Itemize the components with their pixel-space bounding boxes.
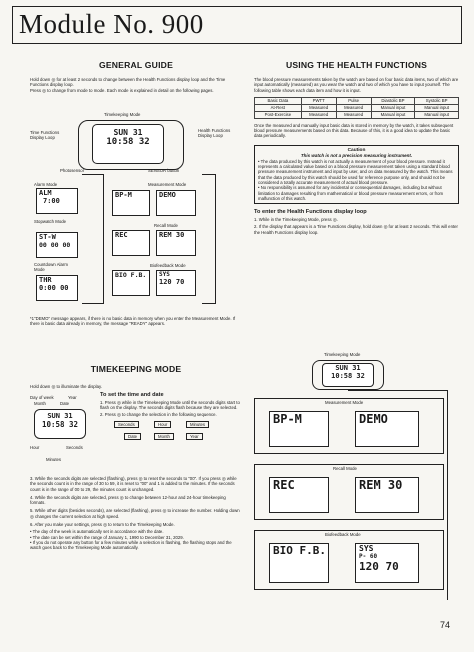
- seq-date: Date: [124, 433, 141, 440]
- table-row: [255, 111, 459, 118]
- minutes-label: Minutes: [46, 457, 62, 462]
- table-header: Systolic BP: [415, 97, 459, 104]
- day-of-week-label: Day of week: [30, 395, 54, 400]
- page-number: 74: [439, 620, 450, 630]
- tk-small-top: SUN 31: [47, 412, 73, 420]
- seq-seconds: Seconds: [114, 421, 139, 428]
- rd-sys-val: P- 60: [359, 553, 378, 560]
- bpm-text: BP-M: [115, 191, 132, 199]
- rd-bpm-display: [269, 411, 329, 447]
- countdown-text: THR: [39, 276, 52, 284]
- table-cell: Manual input: [371, 104, 415, 111]
- tk-small-time: 10:58 32: [41, 420, 79, 429]
- caution-subtitle: This watch is not a precision measuring instrument.: [300, 152, 413, 158]
- alarm-time: 7:00: [43, 197, 60, 205]
- tk-lcd-top: SUN 31: [113, 128, 143, 137]
- note-2: • The date can be set within the range of January 1, 1990 to December 31, 2029.: [30, 534, 184, 540]
- rd-timekeeping-label: Timekeeping Mode: [324, 352, 361, 357]
- time-functions-loop-label: Time Functions Display Loop: [30, 130, 60, 140]
- rd-bpm-text: BP-M: [273, 412, 302, 426]
- enter-step-1: 1. While in the Timekeeping Mode, press ◎.: [254, 217, 338, 223]
- table-header: Basic Data: [255, 97, 302, 104]
- rd-sys-big: 120 70: [359, 560, 399, 573]
- table-row: [255, 104, 459, 111]
- rem-display: [156, 230, 196, 256]
- set-time-section: [100, 392, 242, 444]
- sys-display: [156, 270, 196, 296]
- timekeeping-illuminate: Hold down ◎ to illuminate the display.: [30, 384, 102, 389]
- timekeeping-heading: TIMEKEEPING MODE: [90, 364, 182, 374]
- recall-mode-label: Recall Mode: [154, 223, 178, 228]
- sys-big-text: 120 70: [159, 278, 185, 286]
- set-time-title: To set the time and date: [100, 392, 164, 398]
- countdown-display: [36, 275, 78, 301]
- health-functions-loop-label: Health Functions Display Loop: [198, 128, 231, 138]
- rd-demo-text: DEMO: [359, 412, 388, 426]
- rd-sys-display: [355, 543, 419, 583]
- rd-sys-text: SYS: [359, 544, 374, 553]
- general-guide-diagram: [30, 112, 242, 322]
- sequence-diagram: [100, 420, 242, 444]
- table-header: PWTT: [301, 97, 336, 104]
- tk-small-lcd: [34, 409, 86, 439]
- table-cell: Measured: [301, 104, 336, 111]
- stopwatch-mode-label: Stopwatch Mode: [34, 219, 67, 224]
- hour-label: Hour: [30, 445, 40, 450]
- set-step-4: 4. While the seconds digits are selected, press ◎ to change between 12-hour and 24-hour timekeeping formats.: [30, 494, 226, 506]
- countdown-time: 0:00 00: [39, 284, 69, 292]
- rd-rem-display: [355, 477, 419, 513]
- right-loop-line: [202, 174, 216, 304]
- watch-lcd: [92, 124, 164, 164]
- right-column: [254, 60, 459, 235]
- set-step-3: 3. While the seconds digits are selected (flashing), press ◎ to reset the seconds to "00". If you press ◎ while the seconds count is in the range of 30 to 59, it is reset to "00" and 1 is added to the minutes. If the seconds count is in the range of 00 to 29, the minutes count is unchanged.: [30, 476, 237, 492]
- rd-tk-top: SUN 31: [335, 364, 361, 372]
- set-step-1: 1. Press ◎ while in the Timekeeping Mode until the seconds digits start to flash on the display. The seconds digits flash because they are selected.: [100, 400, 240, 411]
- table-cell: Post-Exercise: [255, 111, 302, 118]
- table-cell: At-Rest: [255, 104, 302, 111]
- rd-recall-box: [254, 464, 444, 520]
- page-title: Module No. 900: [19, 9, 204, 39]
- sensor-button-label: SENSOR button: [148, 168, 180, 173]
- rem-text: REM 30: [159, 231, 185, 239]
- demo-text: DEMO: [159, 191, 176, 199]
- table-cell: Measured: [336, 104, 371, 111]
- table-header-row: [255, 97, 459, 104]
- stopwatch-time: 00 00 00: [39, 241, 71, 249]
- header-box: [12, 6, 462, 44]
- set-step-6: 6. After you make your settings, press ◎ to return to the Timekeeping Mode.: [30, 522, 175, 528]
- rd-measurement-box: [254, 398, 444, 454]
- sys-text: SYS: [159, 271, 170, 278]
- tk-lcd-time: 10:58 32: [106, 137, 150, 147]
- general-guide-footnote: *1"DEMO" message appears, if there is no basic data in memory when you enter the Measurement Mode. If there is basic data already in memory, the message "READY" appears.: [30, 316, 236, 327]
- month-label: Month: [34, 401, 46, 406]
- caution-item-2: • No responsibility is assumed for any incidental or consequential damages, including but without limitation to damages resulting from mathematical or blood pressure measurement errors, or from malfunction of this watch.: [258, 185, 444, 201]
- biofeedback-mode-label: Biofeedback Mode: [150, 263, 186, 268]
- seq-month: Month: [154, 433, 174, 440]
- set-step-5: 5. While other digits (besides seconds), are selected (flashing), press ◎ to increase the number. Holding down ◎ changes the current selection at high speed.: [30, 508, 240, 519]
- note-3: • If you do not operate any button for a few minutes while a selection is flashing, the flashing stops and the watch goes back to the Timekeeping Mode automatically.: [30, 539, 232, 551]
- table-cell: Manual input: [415, 111, 459, 118]
- timekeeping-steps: [30, 476, 242, 551]
- general-guide-heading: GENERAL GUIDE: [98, 60, 174, 70]
- health-intro: The blood pressure measurements taken by the watch are based on four basic data items, two of which are input automatically (measured) as you wear the watch and two of which you have to input yourself. The following table shows each data item and how it is input.: [254, 77, 459, 93]
- seq-hour: Hour: [154, 421, 171, 428]
- rec-text: REC: [115, 231, 128, 239]
- enter-step-2: 2. If the display that appears is a Time Functions display, hold down ◎ for at least 2 seconds. This will enter the Health Functions display loop.: [254, 224, 458, 235]
- rd-biofeedback-label: Biofeedback Mode: [325, 532, 361, 537]
- biofb-text: BIO F.B.: [115, 271, 147, 279]
- table-header: Pulse: [336, 97, 371, 104]
- demo-display: [156, 190, 196, 216]
- countdown-mode-label: Countdown Alarm Mode: [34, 262, 68, 272]
- table-cell: Manual input: [415, 104, 459, 111]
- seq-year: Year: [186, 433, 203, 440]
- stopwatch-display: [36, 232, 78, 258]
- health-loop-diagram: [254, 352, 459, 607]
- table-header: Diastolic BP: [371, 97, 415, 104]
- seq-minutes: Minutes: [186, 421, 209, 428]
- table-cell: Measured: [301, 111, 336, 118]
- biofb-display: [112, 270, 150, 296]
- left-loop-line: [82, 174, 104, 304]
- rd-rem-text: REM 30: [359, 478, 403, 492]
- tk-mode-label: Timekeeping Mode: [104, 112, 141, 117]
- rd-demo-display: [355, 411, 419, 447]
- seconds-label: Seconds: [66, 445, 83, 450]
- timekeeping-diagram: [30, 395, 90, 473]
- enter-health-title: To enter the Health Functions display loop: [254, 209, 367, 216]
- alarm-mode-label: Alarm Mode: [34, 182, 58, 187]
- rd-recall-label: Recall Mode: [333, 466, 357, 471]
- rd-biofeedback-box: [254, 530, 444, 590]
- photosensor-label: Photosensor: [60, 168, 85, 173]
- rd-biofb-text: BIO F.B.: [273, 544, 326, 557]
- general-guide-intro-2: Press ◎ to change from mode to mode. Each mode is explained in detail on the following pages.: [30, 87, 214, 93]
- table-cell: Measured: [336, 111, 371, 118]
- stopwatch-text: ST-W: [39, 233, 56, 241]
- general-guide-intro-1: Hold down ◎ for at least 2 seconds to change between the Health Functions display loop and the Time Functions display loop.: [30, 77, 226, 88]
- caution-box: [254, 145, 459, 204]
- rec-display: [112, 230, 150, 256]
- basic-data-table: [254, 97, 459, 119]
- note-1: • The day of the week is automatically set in accordance with the date.: [30, 529, 164, 535]
- table-cell: Manual input: [371, 111, 415, 118]
- alarm-display: [36, 188, 78, 214]
- rd-tk-time: 10:58 32: [331, 372, 365, 380]
- rd-biofb-display: [269, 543, 329, 583]
- measurement-mode-label: Measurement Mode: [148, 182, 187, 187]
- health-heading: USING THE HEALTH FUNCTIONS: [285, 60, 428, 70]
- alarm-text: ALM: [39, 189, 52, 197]
- health-after-table: Once the measured and manually input basic data is stored in memory by the watch, it takes subsequent blood pressure measurements based on this data. Because of this, it is a good idea to update the basic data periodically.: [254, 122, 454, 139]
- rd-rec-text: REC: [273, 478, 295, 492]
- rd-measurement-label: Measurement Mode: [325, 400, 364, 405]
- set-step-2: 2. Press ◎ to change the selection in the following sequence.: [100, 411, 217, 417]
- caution-title: Caution: [347, 147, 366, 153]
- bpm-display: [112, 190, 150, 216]
- caution-item-1: • The data produced by this watch is not actually a measurement of your blood pressure. Instead it represents a calculated value based on a blood pressure measurement taken using a standard blood pressure measurement instrument and input by user, and on data measured by the watch. This means that the data produced by this watch should be used for reference purpose only, and should not be considered a totally accurate measurement of actual blood pressure.: [258, 158, 453, 185]
- date-label: Date: [60, 401, 70, 406]
- rd-tk-lcd: [322, 363, 374, 387]
- rd-rec-display: [269, 477, 329, 513]
- year-label: Year: [68, 395, 77, 400]
- left-column: [30, 60, 242, 93]
